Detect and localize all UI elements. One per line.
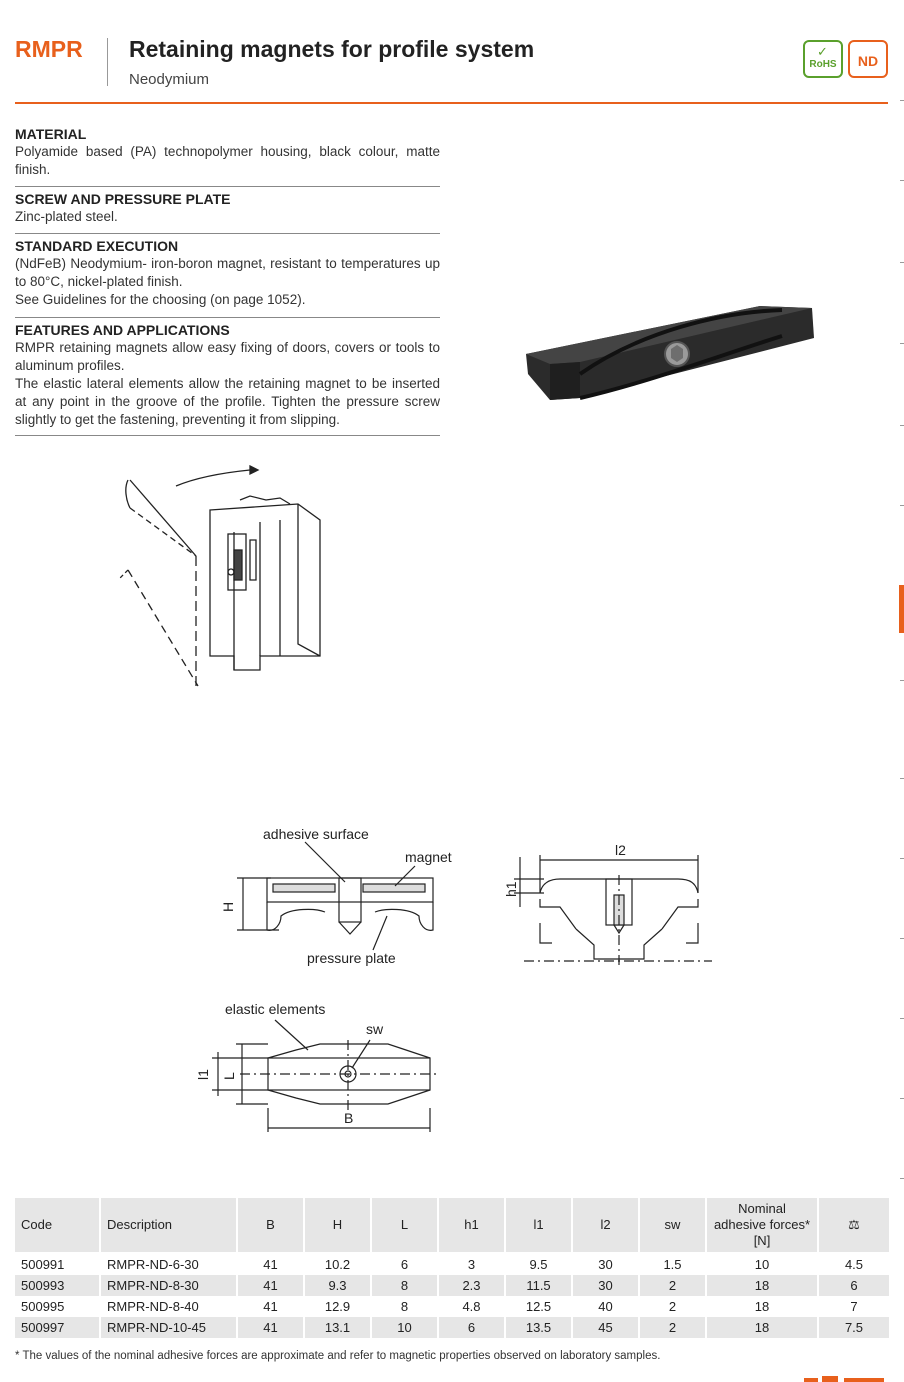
cell-force: 10 [706,1253,818,1275]
section-divider [15,435,440,436]
section-divider [15,186,440,187]
table-row [15,1296,889,1317]
cell-weight: 7.5 [818,1317,889,1338]
cell-l2: 30 [572,1275,639,1296]
cell-B: 41 [237,1275,304,1296]
cell-l2: 30 [572,1253,639,1275]
col-header-L: L [371,1198,438,1253]
page-title: Retaining magnets for profile system [129,36,535,62]
cell-description: RMPR-ND-8-40 [100,1296,237,1317]
check-icon: ✓ [817,44,828,59]
product-photo [520,292,820,422]
cell-l1: 11.5 [505,1275,572,1296]
col-header-h1: h1 [438,1198,505,1253]
product-table [15,1198,889,1338]
col-header-B: B [237,1198,304,1253]
table-row [15,1253,889,1275]
col-header-H: H [304,1198,371,1253]
edge-tick [900,778,904,779]
section-execution [15,238,440,309]
col-header-l2: l2 [572,1198,639,1253]
edge-tick [900,343,904,344]
label-l1: l1 [195,1069,211,1080]
section-heading: MATERIAL [15,126,87,142]
cell-sw: 2 [639,1275,706,1296]
col-header-code: Code [15,1198,100,1253]
edge-tick [900,262,904,263]
section-text: (NdFeB) Neodymium- iron-boron magnet, resistant to temperatures up to 80°C, nickel-plated finish. [15,256,440,289]
cell-code: 500997 [15,1317,100,1338]
cell-H: 12.9 [304,1296,371,1317]
cell-weight: 7 [818,1296,889,1317]
cell-sw: 2 [639,1317,706,1338]
cell-H: 9.3 [304,1275,371,1296]
cell-l1: 13.5 [505,1317,572,1338]
table-row [15,1275,889,1296]
cross-section-drawing [215,820,465,970]
label-H: H [220,901,236,912]
section-heading: SCREW AND PRESSURE PLATE [15,191,231,207]
cell-H: 13.1 [304,1317,371,1338]
edge-tick [900,938,904,939]
col-header-sw: sw [639,1198,706,1253]
cell-description: RMPR-ND-8-30 [100,1275,237,1296]
rohs-badge [803,40,843,78]
label-pressure-plate: pressure plate [307,950,396,966]
cell-code: 500991 [21,1257,65,1272]
edge-tick [900,680,904,681]
cell-force: 18 [706,1275,818,1296]
cell-L: 8 [371,1275,438,1296]
cell-H: 10.2 [304,1253,371,1275]
cell-h1: 4.8 [438,1296,505,1317]
cell-h1: 2.3 [438,1275,505,1296]
label-l2: l2 [615,842,626,858]
label-h1: h1 [503,881,519,897]
section-text: The elastic lateral elements allow the retaining magnet to be inserted at any point in the groove of the profile. Tighten the pressure screw slightly to get the fastening, preventing it from slipping. [15,376,440,427]
product-code: RMPR [15,36,83,62]
section-text: See Guidelines for the choosing (on page 1052). [15,292,306,307]
cell-B: 41 [237,1253,304,1275]
title-divider [107,38,108,86]
cell-force: 18 [706,1317,818,1338]
cell-B: 41 [237,1296,304,1317]
cell-description: RMPR-ND-10-45 [100,1317,237,1338]
col-header-description: Description [100,1198,237,1253]
cell-h1: 3 [438,1253,505,1275]
cell-sw: 1.5 [639,1253,706,1275]
edge-tick [900,1178,904,1179]
section-text: RMPR retaining magnets allow easy fixing of doors, covers or tools to aluminum profiles. [15,340,440,373]
table-footnote: * The values of the nominal adhesive forces are approximate and refer to magnetic properties observed on laboratory samples. [15,1350,661,1362]
rohs-badge-label: RoHS [809,59,837,70]
edge-tick [900,858,904,859]
edge-tick [900,100,904,101]
cell-code: 500993 [15,1275,100,1296]
section-text: Zinc-plated steel. [15,209,118,224]
label-sw: sw [366,1021,384,1037]
cell-L: 10 [371,1317,438,1338]
scale-icon: ⚖ [818,1198,889,1253]
edge-tick [900,1018,904,1019]
cell-l2: 45 [572,1317,639,1338]
cell-force: 18 [706,1296,818,1317]
section-heading: FEATURES AND APPLICATIONS [15,322,230,338]
section-features [15,322,440,429]
brand-logo-fragment [800,1372,890,1382]
table-row [15,1317,889,1338]
cell-l1: 9.5 [505,1253,572,1275]
profile-drawing [500,835,715,970]
col-header-adhesive-force: Nominal adhesive forces* [N] [706,1198,818,1253]
edge-tick [900,425,904,426]
cell-weight: 6 [818,1275,889,1296]
edge-tick [900,180,904,181]
edge-tick [900,505,904,506]
label-elastic-elements: elastic elements [225,1001,326,1017]
cell-description: RMPR-ND-6-30 [100,1253,237,1275]
nd-badge-label: ND [857,53,879,69]
cell-code: 500995 [21,1299,65,1314]
section-screw [15,191,440,226]
label-B: B [344,1110,354,1126]
label-L: L [221,1072,237,1080]
cell-L: 6 [371,1253,438,1275]
section-divider [15,317,440,318]
cell-L: 8 [371,1296,438,1317]
top-view-drawing [190,1000,450,1140]
section-text: Polyamide based (PA) technopolymer housing, black colour, matte finish. [15,144,440,177]
section-material [15,126,440,179]
nd-badge [848,40,888,78]
label-adhesive-surface: adhesive surface [263,826,369,842]
page-subtitle: Neodymium [129,71,210,88]
section-divider [15,233,440,234]
chapter-tab [899,585,904,633]
cell-weight: 4.5 [818,1253,889,1275]
cell-B: 41 [237,1317,304,1338]
application-sketch [110,460,330,690]
table-header-row [15,1198,889,1253]
cell-h1: 6 [438,1317,505,1338]
cell-sw: 2 [639,1296,706,1317]
cell-l2: 40 [572,1296,639,1317]
label-magnet: magnet [405,849,452,865]
edge-tick [900,1098,904,1099]
col-header-l1: l1 [505,1198,572,1253]
header-divider [15,102,888,104]
cell-l1: 12.5 [505,1296,572,1317]
section-heading: STANDARD EXECUTION [15,238,179,254]
